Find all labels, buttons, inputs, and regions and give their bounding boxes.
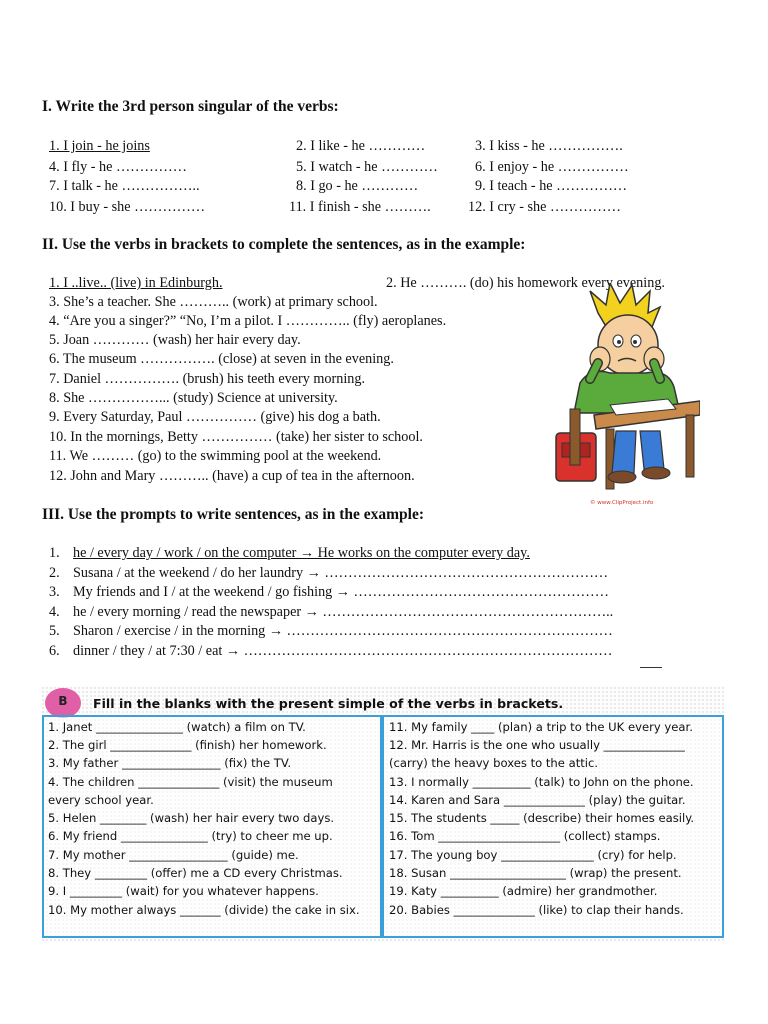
exercise-item: 11. My family ____ (plan) a trip to the UK every year. (389, 720, 693, 734)
exercise-item: 8. They _________ (offer) me a CD every Christmas. (48, 866, 343, 880)
sentence-item: 8. She ……………... (study) Science at university. (49, 390, 338, 406)
verb-item: 8. I go - he ………… (296, 178, 419, 194)
verb-item: 12. I cry - she …………… (468, 199, 621, 215)
verb-item: 5. I watch - he ………… (296, 159, 438, 175)
verb-item: 6. I enjoy - he …………… (475, 159, 629, 175)
sentence-item: 7. Daniel ……………. (brush) his teeth every morning. (49, 371, 366, 387)
verb-item: 1. I join - he joins (49, 138, 150, 154)
exercise-item: 19. Katy __________ (admire) her grandmother. (389, 884, 658, 898)
prompt-item: he / every morning / read the newspaper → …………………………………………………….. (73, 604, 614, 620)
exercise-item: 12. Mr. Harris is the one who usually ______________ (389, 738, 685, 752)
sentence-item: 5. Joan ………… (wash) her hair every day. (49, 332, 301, 348)
divider (640, 667, 662, 668)
section-b-title: Fill in the blanks with the present simple of the verbs in brackets. (93, 696, 564, 711)
exercise-item: 14. Karen and Sara ______________ (play) the guitar. (389, 793, 686, 807)
verb-item: 9. I teach - he …………… (475, 178, 628, 194)
prompt-number: 2. (49, 565, 60, 581)
exercise-item: every school year. (48, 793, 154, 807)
prompt-number: 4. (49, 604, 60, 620)
exercise-item: 16. Tom _____________________ (collect) stamps. (389, 829, 661, 843)
sentence-item: 12. John and Mary ……….. (have) a cup of tea in the afternoon. (49, 468, 415, 484)
section-1-heading: I. Write the 3rd person singular of the verbs: (42, 98, 339, 115)
image-credit: © www.ClipProject.info (590, 500, 654, 506)
verb-item: 3. I kiss - he ……………. (475, 138, 623, 154)
section-3-heading: III. Use the prompts to write sentences, as in the example: (42, 506, 425, 523)
verb-item: 4. I fly - he …………… (49, 159, 187, 175)
exercise-item: 2. The girl ______________ (finish) her homework. (48, 738, 327, 752)
exercise-item: 18. Susan ____________________ (wrap) the present. (389, 866, 682, 880)
sentence-item: 3. She’s a teacher. She ……….. (work) at primary school. (49, 294, 378, 310)
exercise-item: 1. Janet _______________ (watch) a film on TV. (48, 720, 306, 734)
verb-item: 2. I like - he ………… (296, 138, 426, 154)
exercise-item: 3. My father _________________ (fix) the TV. (48, 756, 292, 770)
sentence-item: 11. We ……… (go) to the swimming pool at the weekend. (49, 448, 382, 464)
exercise-item: 9. I _________ (wait) for you whatever happens. (48, 884, 319, 898)
sentence-item: 10. In the mornings, Betty …………… (take) her sister to school. (49, 429, 423, 445)
exercise-item: 20. Babies ______________ (like) to clap their hands. (389, 903, 684, 917)
prompt-example: he / every day / work / on the computer → He works on the computer every day. (73, 545, 530, 561)
prompt-item: Sharon / exercise / in the morning → …………………………………………………………… (73, 623, 613, 639)
prompt-number: 1. (49, 545, 60, 561)
sentence-item: 9. Every Saturday, Paul …………… (give) his dog a bath. (49, 409, 381, 425)
exercise-item: 15. The students _____ (describe) their homes easily. (389, 811, 695, 825)
exercise-item: 17. The young boy ________________ (cry) for help. (389, 848, 677, 862)
prompt-item: Susana / at the weekend / do her laundry → …………………………………………………… (73, 565, 609, 581)
prompt-number: 6. (49, 643, 60, 659)
verb-item: 10. I buy - she …………… (49, 199, 206, 215)
verb-item: 11. I finish - she ………. (289, 199, 431, 215)
verb-item: 7. I talk - he …………….. (49, 178, 200, 194)
prompt-number: 3. (49, 584, 60, 600)
section-2-heading: II. Use the verbs in brackets to complete the sentences, as in the example: (42, 236, 526, 253)
boy-studying-illustration (550, 283, 700, 498)
exercise-item: 7. My mother _________________ (guide) me. (48, 848, 299, 862)
prompt-item: My friends and I / at the weekend / go fishing → ……………………………………………… (73, 584, 609, 600)
exercise-item: (carry) the heavy boxes to the attic. (389, 756, 599, 770)
example-sentence: 1. I ..live.. (live) in Edinburgh. (49, 275, 223, 291)
exercise-item: 13. I normally __________ (talk) to John on the phone. (389, 775, 694, 789)
exercise-item: 5. Helen ________ (wash) her hair every two days. (48, 811, 335, 825)
exercise-item: 4. The children ______________ (visit) the museum (48, 775, 333, 789)
prompt-item: dinner / they / at 7:30 / eat → …………………………………………………………………… (73, 643, 613, 659)
sentence-item: 4. “Are you a singer?” “No, I’m a pilot. I ………….. (fly) aeroplanes. (49, 313, 447, 329)
sentence-item: 6. The museum ……………. (close) at seven in the evening. (49, 351, 394, 367)
section-b-badge: B (45, 688, 81, 718)
exercise-item: 6. My friend _______________ (try) to cheer me up. (48, 829, 333, 843)
exercise-item: 10. My mother always _______ (divide) the cake in six. (48, 903, 360, 917)
sentence-item: 2. He ………. (do) his homework every evening. (386, 275, 665, 291)
prompt-number: 5. (49, 623, 60, 639)
